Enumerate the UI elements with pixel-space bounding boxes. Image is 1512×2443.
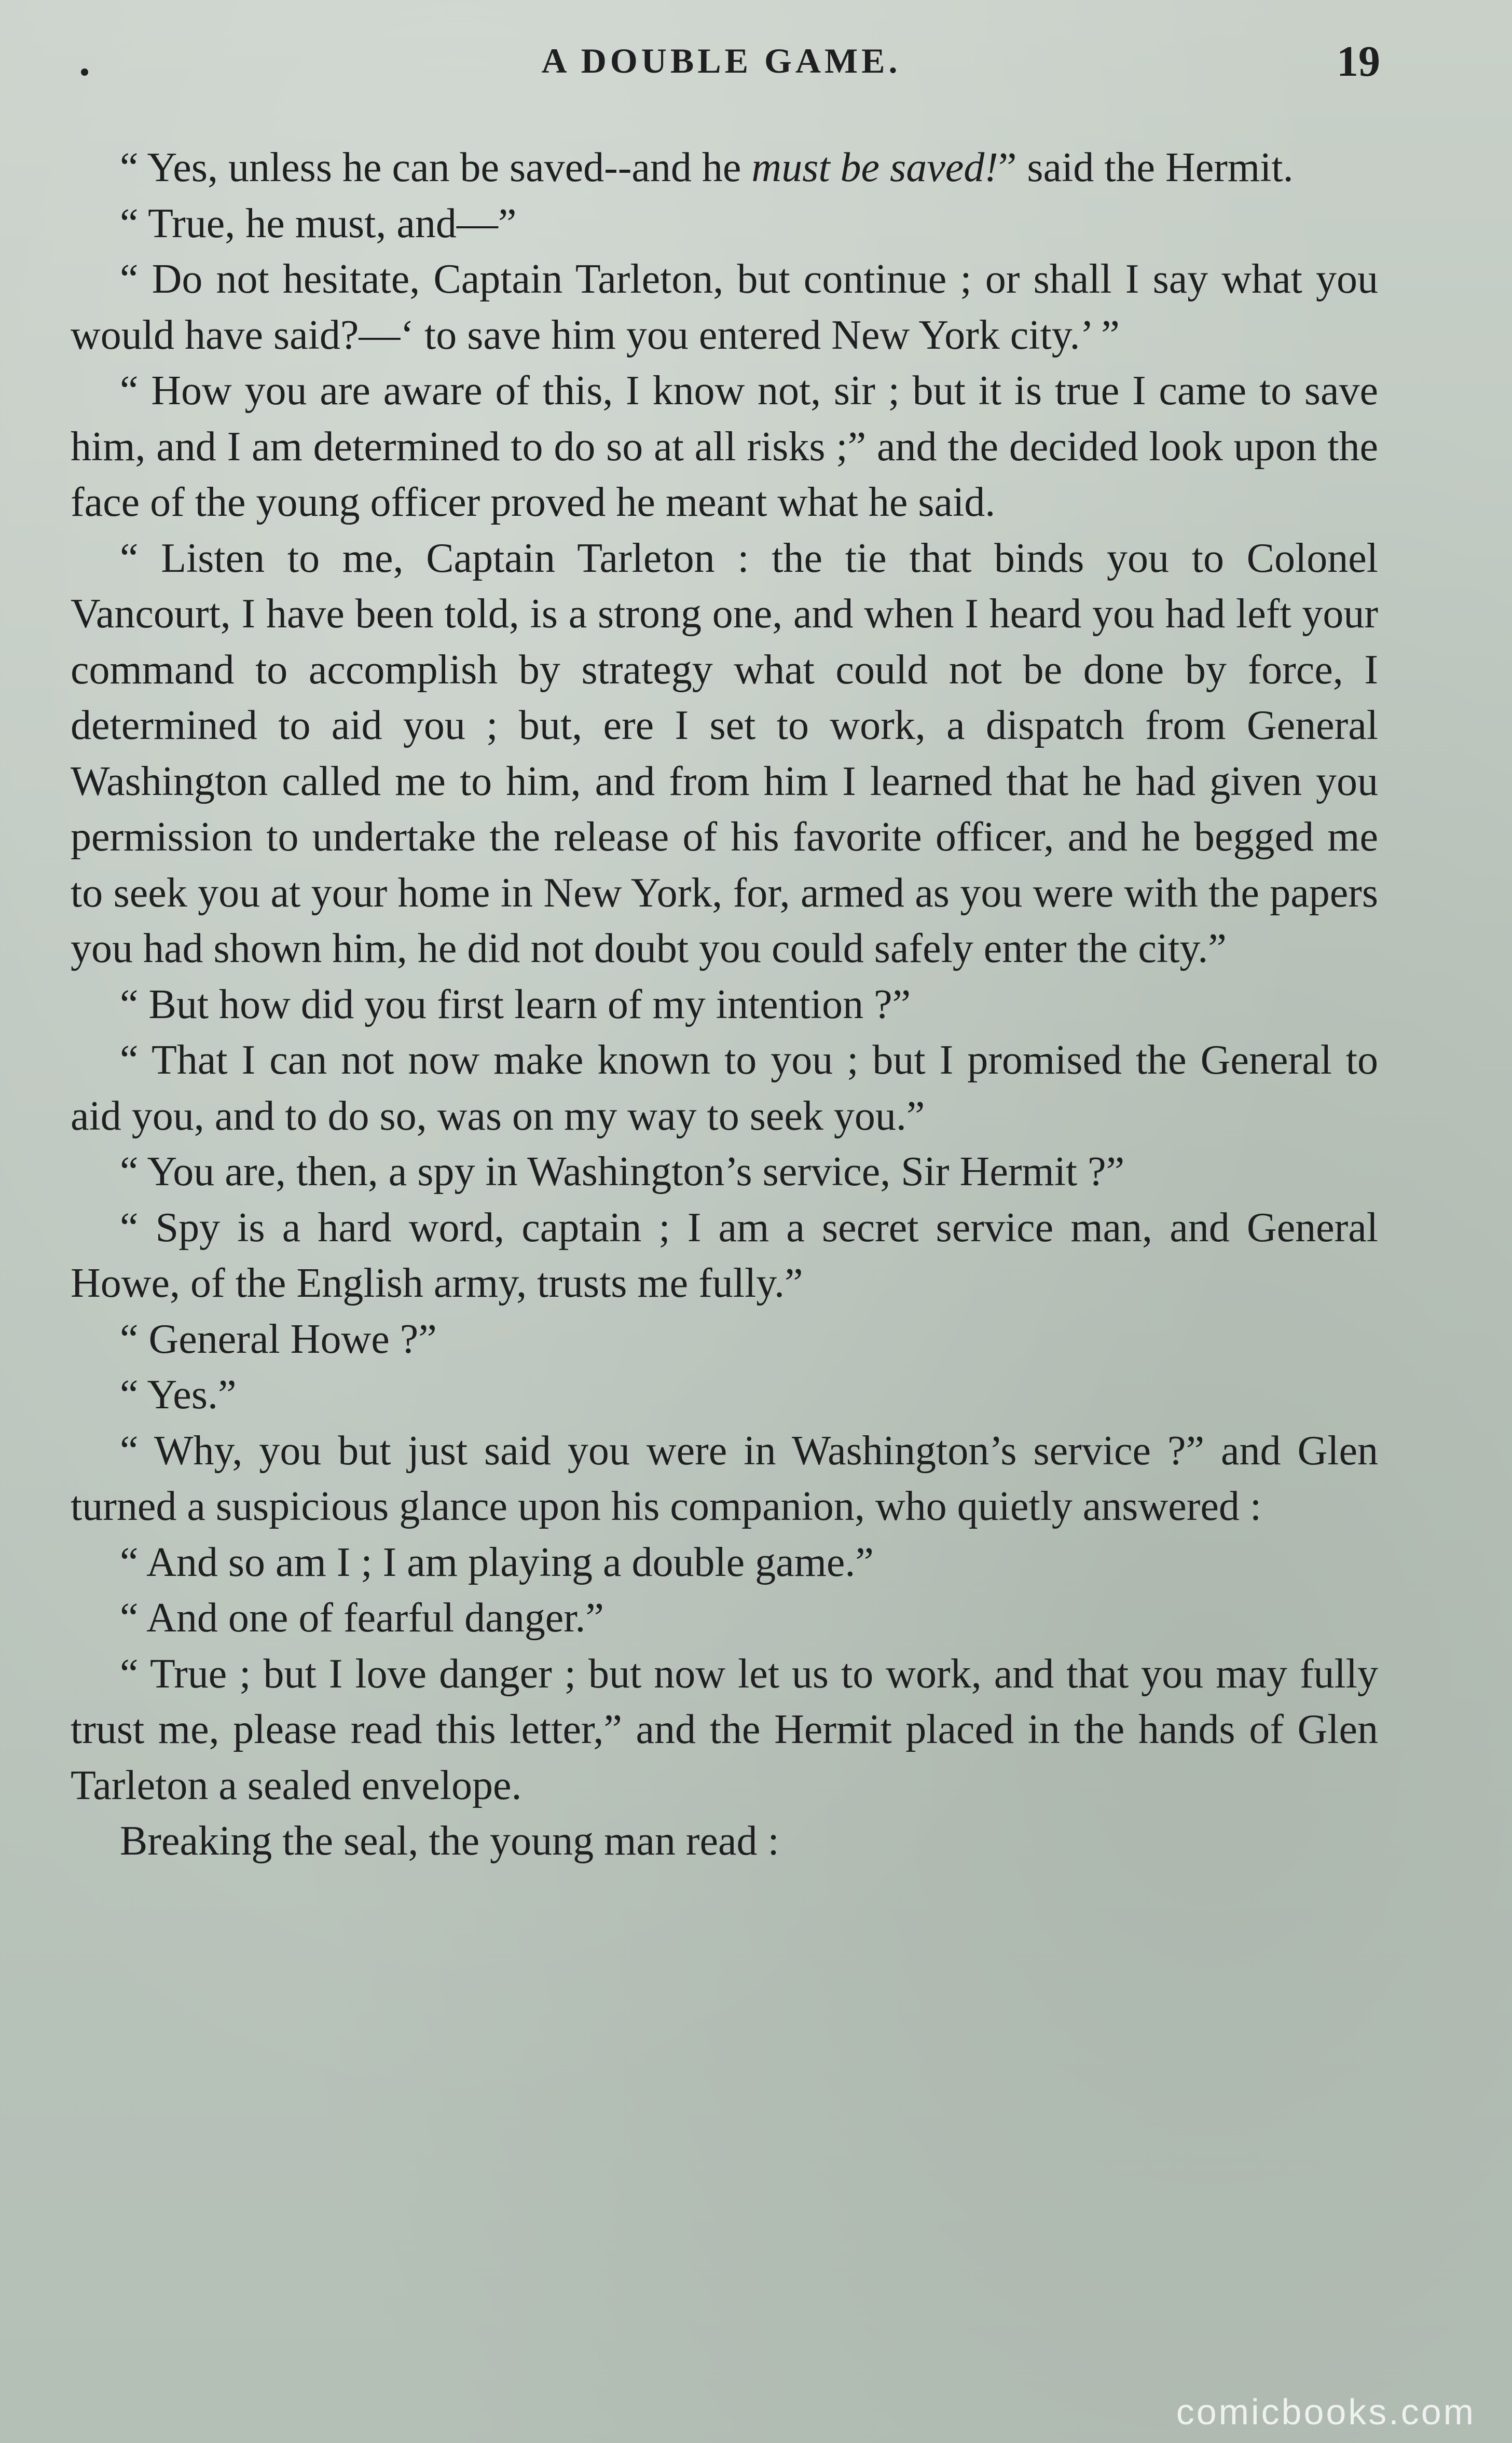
paragraph: “ That I can not now make known to you ; but I promised the General to aid you, and to do so, was on my way to seek you.” (71, 1037, 1378, 1139)
paragraph: “ But how did you first learn of my intention ?” (120, 981, 911, 1027)
paragraph: “ Yes.” (120, 1372, 237, 1418)
paragraph: Breaking the seal, the young man read : (120, 1818, 779, 1864)
paragraph: “ And so am I ; I am playing a double game.” (120, 1539, 874, 1585)
paragraph: “ General Howe ?” (120, 1316, 437, 1362)
paragraph: “ Do not hesitate, Captain Tarleton, but continue ; or shall I say what you would have said?—‘ to save him you entered New York city.’ ” (71, 256, 1378, 358)
paragraph: “ You are, then, a spy in Washington’s service, Sir Hermit ?” (120, 1149, 1125, 1195)
paragraph-text: “ Yes, unless he can be saved--and he (120, 145, 752, 190)
emphasis-text: must be saved! (751, 145, 998, 190)
page-number: 19 (1337, 37, 1380, 86)
running-header (62, 36, 1380, 93)
paragraph: “ And one of fearful danger.” (120, 1595, 604, 1641)
paragraph: “ True ; but I love danger ; but now let us to work, and that you may fully trust me, please read this letter,” and the Hermit placed in the hands of Glen Tarleton a sealed envelope. (71, 1651, 1378, 1808)
watermark: comicbooks.com (1176, 2392, 1476, 2432)
paragraph: “ How you are aware of this, I know not, sir ; but it is true I came to save him, and I am determined to do so at all risks ;” and the decided look upon the face of the young officer proved he meant what he said. (71, 368, 1378, 525)
paragraph: “ Spy is a hard word, captain ; I am a secret service man, and General Howe, of the English army, trusts me fully.” (71, 1204, 1378, 1306)
body-text (71, 140, 1378, 1870)
paragraph: “ Listen to me, Captain Tarleton : the tie that binds you to Colonel Vancourt, I have been told, is a strong one, and when I heard you had left your command to accomplish by strategy what could not be done by force, I determined to aid you ; but, ere I set to work, a dispatch from General Washington called me to him, and from him I learned that he had given you permission to undertake the release of his favorite officer, and he begged me to seek you at your home in New York, for, armed as you were with the papers you had shown him, he did not doubt you could safely enter the city.” (71, 535, 1378, 971)
paragraph: “ True, he must, and—” (120, 200, 517, 246)
running-title: A DOUBLE GAME. (541, 41, 901, 80)
paragraph (71, 140, 1378, 196)
paragraph: “ Why, you but just said you were in Washington’s service ?” and Glen turned a suspicious glance upon his companion, who quietly answered : (71, 1428, 1378, 1529)
paragraph-text: ” said the Hermit. (998, 145, 1294, 190)
